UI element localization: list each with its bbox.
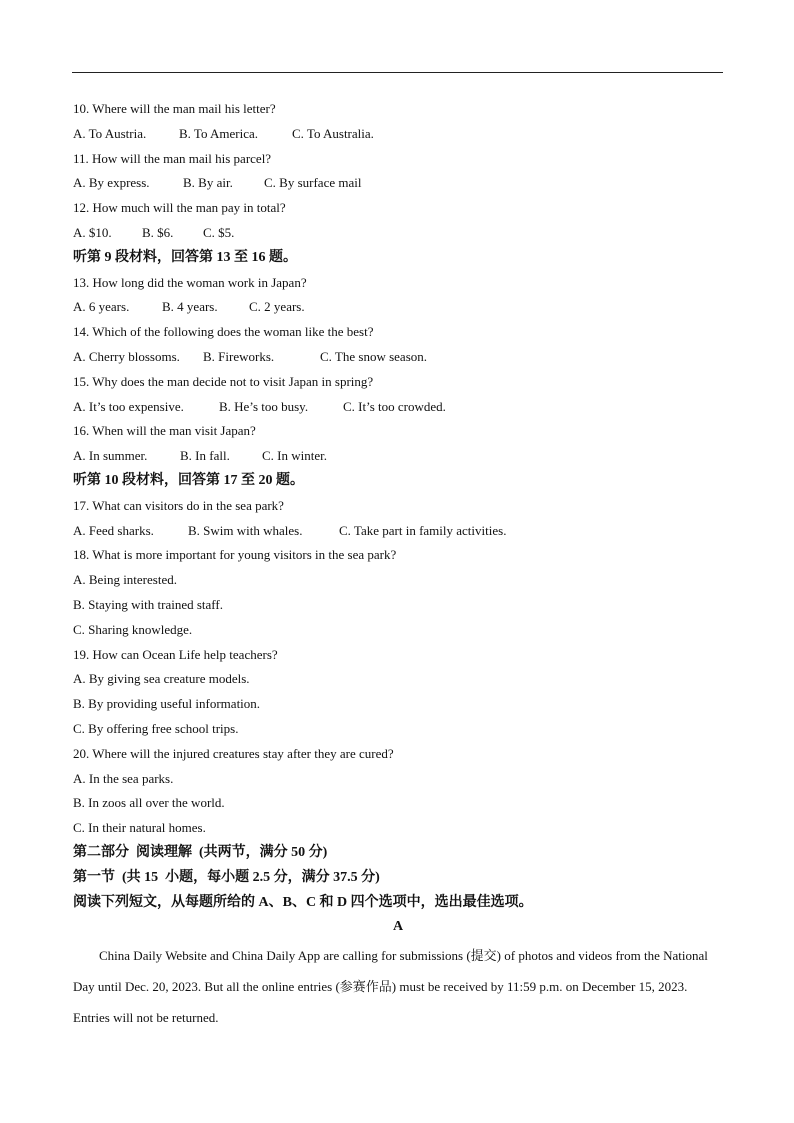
options-10	[73, 122, 723, 147]
option-b: B. 4 years.	[162, 299, 218, 315]
passage-text	[73, 940, 723, 1033]
option-b: B. $6.	[142, 224, 174, 240]
option-c: C. Sharing knowledge.	[73, 621, 193, 637]
option-c: C. In their natural homes.	[73, 820, 206, 836]
options-15	[73, 395, 723, 420]
option-c: C. 2 years.	[249, 299, 305, 315]
option-b: B. By air.	[183, 175, 233, 191]
section-title: 第一节 (共 15 小题，每小题 2.5 分，满分 37.5 分)	[73, 869, 380, 885]
option-c: C. It’s too crowded.	[343, 398, 446, 414]
option-b: B. In fall.	[180, 448, 230, 464]
options-11	[73, 171, 723, 196]
option-b: B. To America.	[179, 125, 259, 141]
options-14	[73, 345, 723, 370]
option-c: C. By offering free school trips.	[73, 720, 239, 736]
option-a: A. It’s too expensive.	[73, 398, 184, 414]
question-15: 15. Why does the man decide not to visit Japan in spring?	[73, 373, 374, 389]
option-a: A. Being interested.	[73, 572, 177, 588]
option-b: B. Fireworks.	[203, 348, 275, 364]
question-12: 12. How much will the man pay in total?	[73, 200, 286, 216]
section-heading-9: 听第 9 段材料，回答第 13 至 16 题。	[73, 249, 297, 265]
question-13: 13. How long did the woman work in Japan?	[73, 274, 307, 290]
option-c: C. By surface mail	[264, 175, 362, 191]
option-a: A. By giving sea creature models.	[73, 671, 250, 687]
section-heading-10: 听第 10 段材料，回答第 17 至 20 题。	[73, 472, 304, 488]
options-12	[73, 221, 723, 246]
option-b: B. Staying with trained staff.	[73, 596, 223, 612]
question-17: 17. What can visitors do in the sea park?	[73, 497, 284, 513]
question-10: 10. Where will the man mail his letter?	[73, 101, 276, 116]
option-b: B. In zoos all over the world.	[73, 795, 225, 811]
question-20: 20. Where will the injured creatures stay after they are cured?	[73, 745, 394, 761]
passage-body: China Daily Website and China Daily App are calling for submissions (提交) of photos and videos from the National Day until Dec. 20, 2023. But all the online entries (参赛作品) must be received by 11:59 p.m. on December 15, 2023. Entries will not be returned.	[73, 948, 708, 1026]
question-11: 11. How will the man mail his parcel?	[73, 150, 272, 166]
option-a: A. Cherry blossoms.	[73, 348, 180, 364]
option-c: C. Take part in family activities.	[339, 522, 507, 538]
passage-label: A	[392, 919, 404, 935]
exam-content	[73, 97, 723, 1033]
option-a: A. In the sea parks.	[73, 770, 174, 786]
option-c: C. $5.	[203, 224, 235, 240]
option-c: C. To Australia.	[292, 125, 374, 141]
option-b: B. Swim with whales.	[188, 522, 303, 538]
header-rule	[72, 72, 723, 73]
option-a: A. In summer.	[73, 448, 148, 464]
options-17	[73, 519, 723, 544]
option-a: A. To Austria.	[73, 125, 147, 141]
part-title: 第二部分 阅读理解 (共两节，满分 50 分)	[73, 844, 328, 860]
options-13	[73, 295, 723, 320]
option-b: B. He’s too busy.	[219, 398, 309, 414]
question-16: 16. When will the man visit Japan?	[73, 423, 256, 439]
option-c: C. In winter.	[262, 448, 327, 464]
option-a: A. By express.	[73, 175, 150, 191]
option-b: B. By providing useful information.	[73, 696, 261, 712]
instruction: 阅读下列短文，从每题所给的 A、B、C 和 D 四个选项中，选出最佳选项。	[73, 894, 533, 910]
options-16	[73, 444, 723, 469]
option-c: C. The snow season.	[320, 348, 428, 364]
question-14: 14. Which of the following does the woman like the best?	[73, 324, 374, 340]
question-19: 19. How can Ocean Life help teachers?	[73, 646, 278, 662]
option-a: A. 6 years.	[73, 299, 130, 315]
option-a: A. $10.	[73, 224, 112, 240]
question-18: 18. What is more important for young visitors in the sea park?	[73, 547, 397, 563]
option-a: A. Feed sharks.	[73, 522, 154, 538]
